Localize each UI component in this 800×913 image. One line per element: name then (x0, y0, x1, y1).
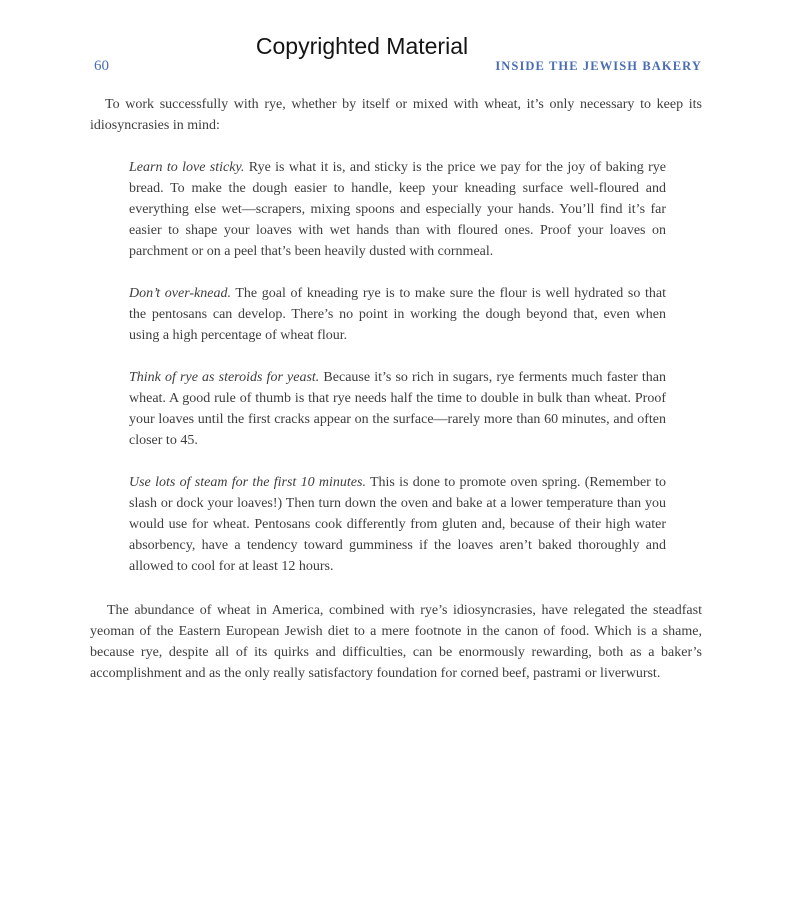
tip-text: Because it’s so rich in sugars, rye ferments much faster than wheat. A good rule of thumb is that rye needs half the time to double in bulk than wheat. Proof your loaves until the first cracks appear on the surface—rarely more than 60 minutes, and often closer to 45. (129, 370, 666, 448)
tip-text: This is done to promote oven spring. (Remember to slash or dock your loaves!) Then turn down the oven and bake at a lower temperature than you would use for wheat. Pentosans cook differently from gluten and, because of their high water absorbency, have a tendency toward gumminess if the loaves aren’t baked thoroughly and allowed to cool for at least 12 hours. (129, 475, 666, 574)
intro-paragraph: To work successfully with rye, whether by itself or mixed with wheat, it’s only necessary to keep its idiosyncrasies in mind: (90, 97, 702, 133)
tip-text: Rye is what it is, and sticky is the price we pay for the joy of baking rye bread. To make the dough easier to handle, keep your kneading surface well-floured and everything else wet—scrapers, mixing spoons and especially your hands. You’ll find it’s far easier to shape your loaves with wet hands than with floured ones. Proof your loaves on parchment or on a peel that’s been heavily dusted with cornmeal. (129, 160, 666, 259)
tip-paragraph (129, 472, 666, 577)
page-number: 60 (94, 58, 109, 74)
tip-paragraph (129, 157, 666, 262)
copyright-notice: Copyrighted Material (255, 33, 469, 59)
page-body (90, 94, 702, 684)
book-title: INSIDE THE JEWISH BAKERY (495, 59, 702, 73)
closing-paragraph: The abundance of wheat in America, combined with rye’s idiosyncrasies, have relegated the steadfast yeoman of the Eastern European Jewish diet to a mere footnote in the canon of food. Which is a shame, because rye, despite all of its quirks and difficulties, can be enormously rewarding, both as a baker’s accomplishment and as the only really satisfactory foundation for corned beef, pastrami or liverwurst. (90, 603, 702, 681)
tip-lead: Use lots of steam for the first 10 minutes. (129, 475, 366, 490)
tip-lead: Think of rye as steroids for yeast. (129, 370, 320, 385)
tip-paragraph (129, 367, 666, 451)
tip-lead: Learn to love sticky. (129, 160, 245, 175)
tip-lead: Don’t over-knead. (129, 286, 231, 301)
tip-paragraph (129, 283, 666, 346)
tip-text: The goal of kneading rye is to make sure the flour is well hydrated so that the pentosans can develop. There’s no point in working the dough beyond that, even when using a high percentage of wheat flour. (129, 286, 666, 343)
running-header (94, 58, 702, 75)
